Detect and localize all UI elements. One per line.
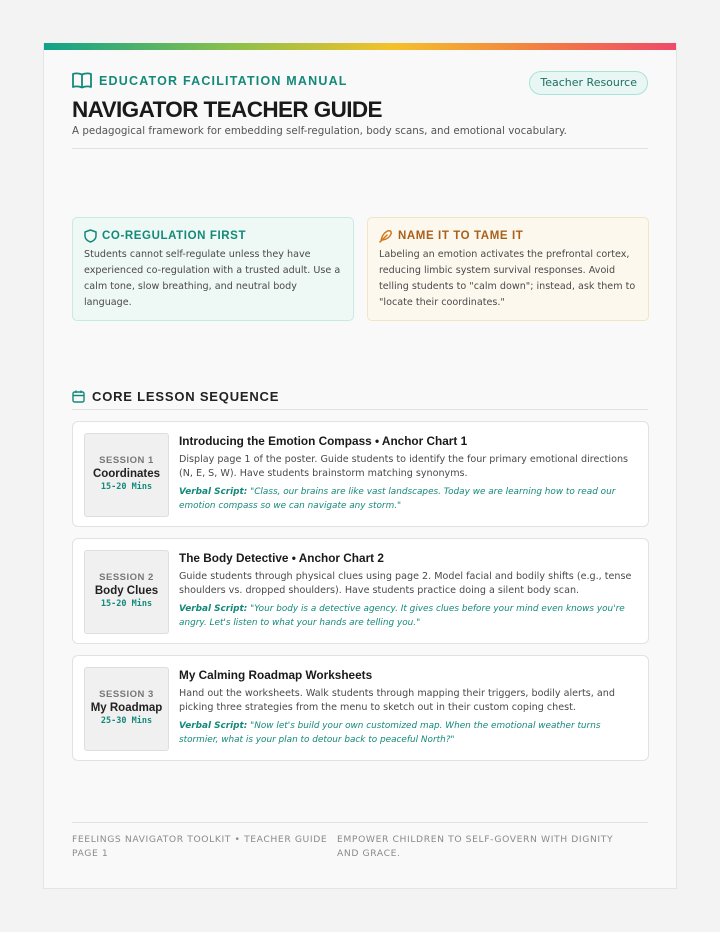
session-number: SESSION 2	[99, 572, 154, 583]
script-text: "Your body is a detective agency. It gives clues before your mind even knows you're angry. Let's listen to what your hands are telling you."	[179, 604, 625, 628]
lesson-card	[72, 421, 649, 527]
manual-eyebrow	[72, 72, 348, 89]
co-regulation-title: CO-REGULATION FIRST	[102, 230, 247, 242]
lesson-description: Guide students through physical clues using page 2. Model facial and bodily shifts (e.g., tense shoulders vs. dropped shoulders). Have students practice doing a silent body scan.	[179, 571, 632, 596]
session-number: SESSION 3	[99, 689, 154, 700]
book-open-icon	[72, 72, 92, 89]
session-badge	[84, 667, 169, 751]
co-regulation-body: Students cannot self-regulate unless they have experienced co-regulation with a trusted adult. Use a calm tone, slow breathing, and neutral body language.	[84, 249, 341, 308]
name-it-card	[367, 217, 649, 321]
script-label: Verbal Script:	[179, 487, 248, 497]
sequence-divider	[72, 409, 648, 410]
session-name: My Roadmap	[90, 702, 163, 714]
footer-right: EMPOWER CHILDREN TO SELF-GOVERN WITH DIGNITY AND GRACE.	[337, 834, 614, 859]
lesson-sequence-heading	[72, 389, 279, 404]
feather-icon	[379, 229, 393, 243]
shield-icon	[84, 229, 97, 243]
session-badge	[84, 433, 169, 517]
script-text: "Class, our brains are like vast landscapes. Today we are learning how to read our emotion compass so we can navigate any storm."	[179, 487, 616, 511]
session-duration: 25-30 Mins	[100, 716, 153, 726]
name-it-body: Labeling an emotion activates the prefrontal cortex, reducing limbic system survival responses. Avoid telling students to "calm down"; instead, ask them to "locate their coordinates."	[379, 249, 636, 308]
lesson-description: Hand out the worksheets. Walk students through mapping their triggers, bodily alerts, and picking three strategies from the menu to sketch out in their custom coping chest.	[179, 688, 615, 713]
session-duration: 15-20 Mins	[100, 599, 153, 609]
footer-left: FEELINGS NAVIGATOR TOOLKIT • TEACHER GUIDE PAGE 1	[72, 834, 328, 859]
co-regulation-heading	[84, 229, 342, 243]
page-title: NAVIGATOR TEACHER GUIDE	[72, 97, 382, 122]
lesson-script	[179, 719, 638, 747]
lesson-script	[179, 602, 638, 630]
co-regulation-card	[72, 217, 354, 321]
lesson-script	[179, 485, 638, 513]
name-it-heading	[379, 229, 637, 243]
script-text: "Now let's build your own customized map. When the emotional weather turns stormier, what is your plan to detour back to peaceful North?"	[179, 721, 601, 745]
session-badge	[84, 550, 169, 634]
name-it-title: NAME IT TO TAME IT	[398, 230, 524, 242]
session-duration: 15-20 Mins	[100, 482, 153, 492]
calendar-icon	[72, 390, 85, 403]
lesson-title: The Body Detective • Anchor Chart 2	[179, 551, 384, 565]
lesson-description: Display page 1 of the poster. Guide students to identify the four primary emotional directions (N, E, S, W). Have students brainstorm matching synonyms.	[179, 454, 629, 479]
session-number: SESSION 1	[99, 455, 154, 466]
guide-page	[43, 43, 677, 889]
header-divider	[72, 148, 648, 149]
teacher-resource-badge: Teacher Resource	[529, 71, 648, 95]
script-label: Verbal Script:	[179, 721, 248, 731]
page-subtitle: A pedagogical framework for embedding self-regulation, body scans, and emotional vocabulary.	[72, 125, 567, 137]
lesson-card	[72, 538, 649, 644]
lesson-card	[72, 655, 649, 761]
lesson-sequence-title: CORE LESSON SEQUENCE	[92, 389, 280, 404]
gradient-top-bar	[44, 43, 676, 50]
lesson-title: Introducing the Emotion Compass • Anchor Chart 1	[179, 434, 468, 448]
footer-divider	[72, 822, 648, 823]
lesson-title: My Calming Roadmap Worksheets	[179, 668, 373, 682]
eyebrow-text: EDUCATOR FACILITATION MANUAL	[99, 73, 348, 88]
script-label: Verbal Script:	[179, 604, 248, 614]
session-name: Body Clues	[94, 585, 159, 597]
session-name: Coordinates	[92, 468, 161, 480]
